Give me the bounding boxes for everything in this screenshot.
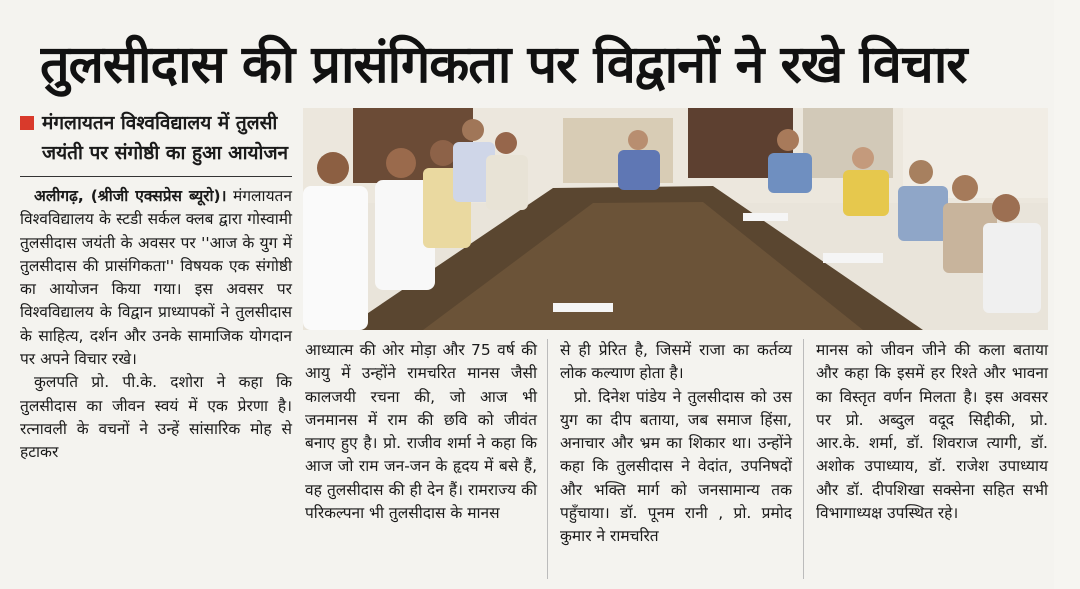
article-column-3	[560, 339, 792, 549]
headline: तुलसीदास की प्रासंगिकता पर विद्वानों ने रखे विचार	[40, 35, 967, 95]
left-column-body	[20, 185, 292, 465]
column-3-paragraph-1: से ही प्रेरित है, जिसमें राजा का कर्तव्य लोक कल्याण होता है।	[560, 341, 792, 383]
meeting-photo-illustration	[303, 108, 1048, 330]
column-rule	[547, 339, 548, 579]
left-paragraph-2: कुलपति प्रो. पी.के. दशोरा ने कहा कि तुलसीदास का जीवन स्वयं में एक प्रेरणा है। रत्नावली के वचनों ने उन्हें सांसारिक मोह से हटाकर	[20, 373, 292, 462]
meeting-photo	[303, 108, 1048, 330]
article-column-2: आध्यात्म की ओर मोड़ा और 75 वर्ष की आयु में उन्होंने रामचरित मानस जैसी कालजयी रचना की, जो आज भी जनमानस में राम की छवि को जीवंत बनाए हुए है। प्रो. राजीव शर्मा ने कहा कि आज जो राम जन-जन के हृदय में बसे हैं, वह तुलसीदास की ही देन हैं। रामराज्य की परिकल्पना भी तुलसीदास के मानस	[305, 341, 537, 523]
subheading-divider	[20, 176, 292, 177]
subheading-block	[20, 108, 292, 168]
left-column	[20, 108, 292, 465]
column-3-paragraph-2: प्रो. दिनेश पांडेय ने तुलसीदास को उस युग का दीप बताया, जब समाज हिंसा, अनाचार और भ्रम का शिकार था। उन्होंने कहा कि तुलसीदास ने वेदांत, उपनिषदों और भक्ति मार्ग को जनसामान्य तक पहुँचाया। डॉ. पूनम रानी , प्रो. प्रमोद कुमार ने रामचरित	[560, 387, 792, 546]
subheading: मंगलायतन विश्वविद्यालय में तुलसी जयंती पर संगोष्ठी का हुआ आयोजन	[42, 112, 289, 164]
left-paragraph-1: मंगलायतन विश्वविद्यालय के स्टडी सर्कल क्लब द्वारा गोस्वामी तुलसीदास जयंती के अवसर पर ''आज के युग में तुलसीदास की प्रासंगिकता'' विषयक एक संगोष्ठी का आयोजन किया गया। इस अवसर पर विश्वविद्यालय के विद्वान प्राध्यापकों ने तुलसीदास के साहित्य, दर्शन और उनके सामाजिक योगदान पर अपने विचार रखे।	[20, 187, 292, 369]
adjacent-article-edge	[1054, 0, 1080, 589]
column-rule	[803, 339, 804, 579]
article-column-4: मानस को जीवन जीने की कला बताया और कहा कि इसमें हर रिश्ते और भावना का विस्तृत वर्णन मिलता है। इस अवसर पर प्रो. अब्दुल वदूद सिद्दीकी, प्रो. आर.के. शर्मा, डॉ. शिवराज त्यागी, डॉ. अशोक उपाध्याय, डॉ. राजेश उपाध्याय और डॉ. दीपशिखा सक्सेना सहित सभी विभागाध्यक्ष उपस्थित रहे।	[816, 341, 1048, 523]
dateline: अलीगढ़, (श्रीजी एक्सप्रेस ब्यूरो)।	[34, 187, 227, 205]
red-square-bullet	[20, 116, 34, 130]
